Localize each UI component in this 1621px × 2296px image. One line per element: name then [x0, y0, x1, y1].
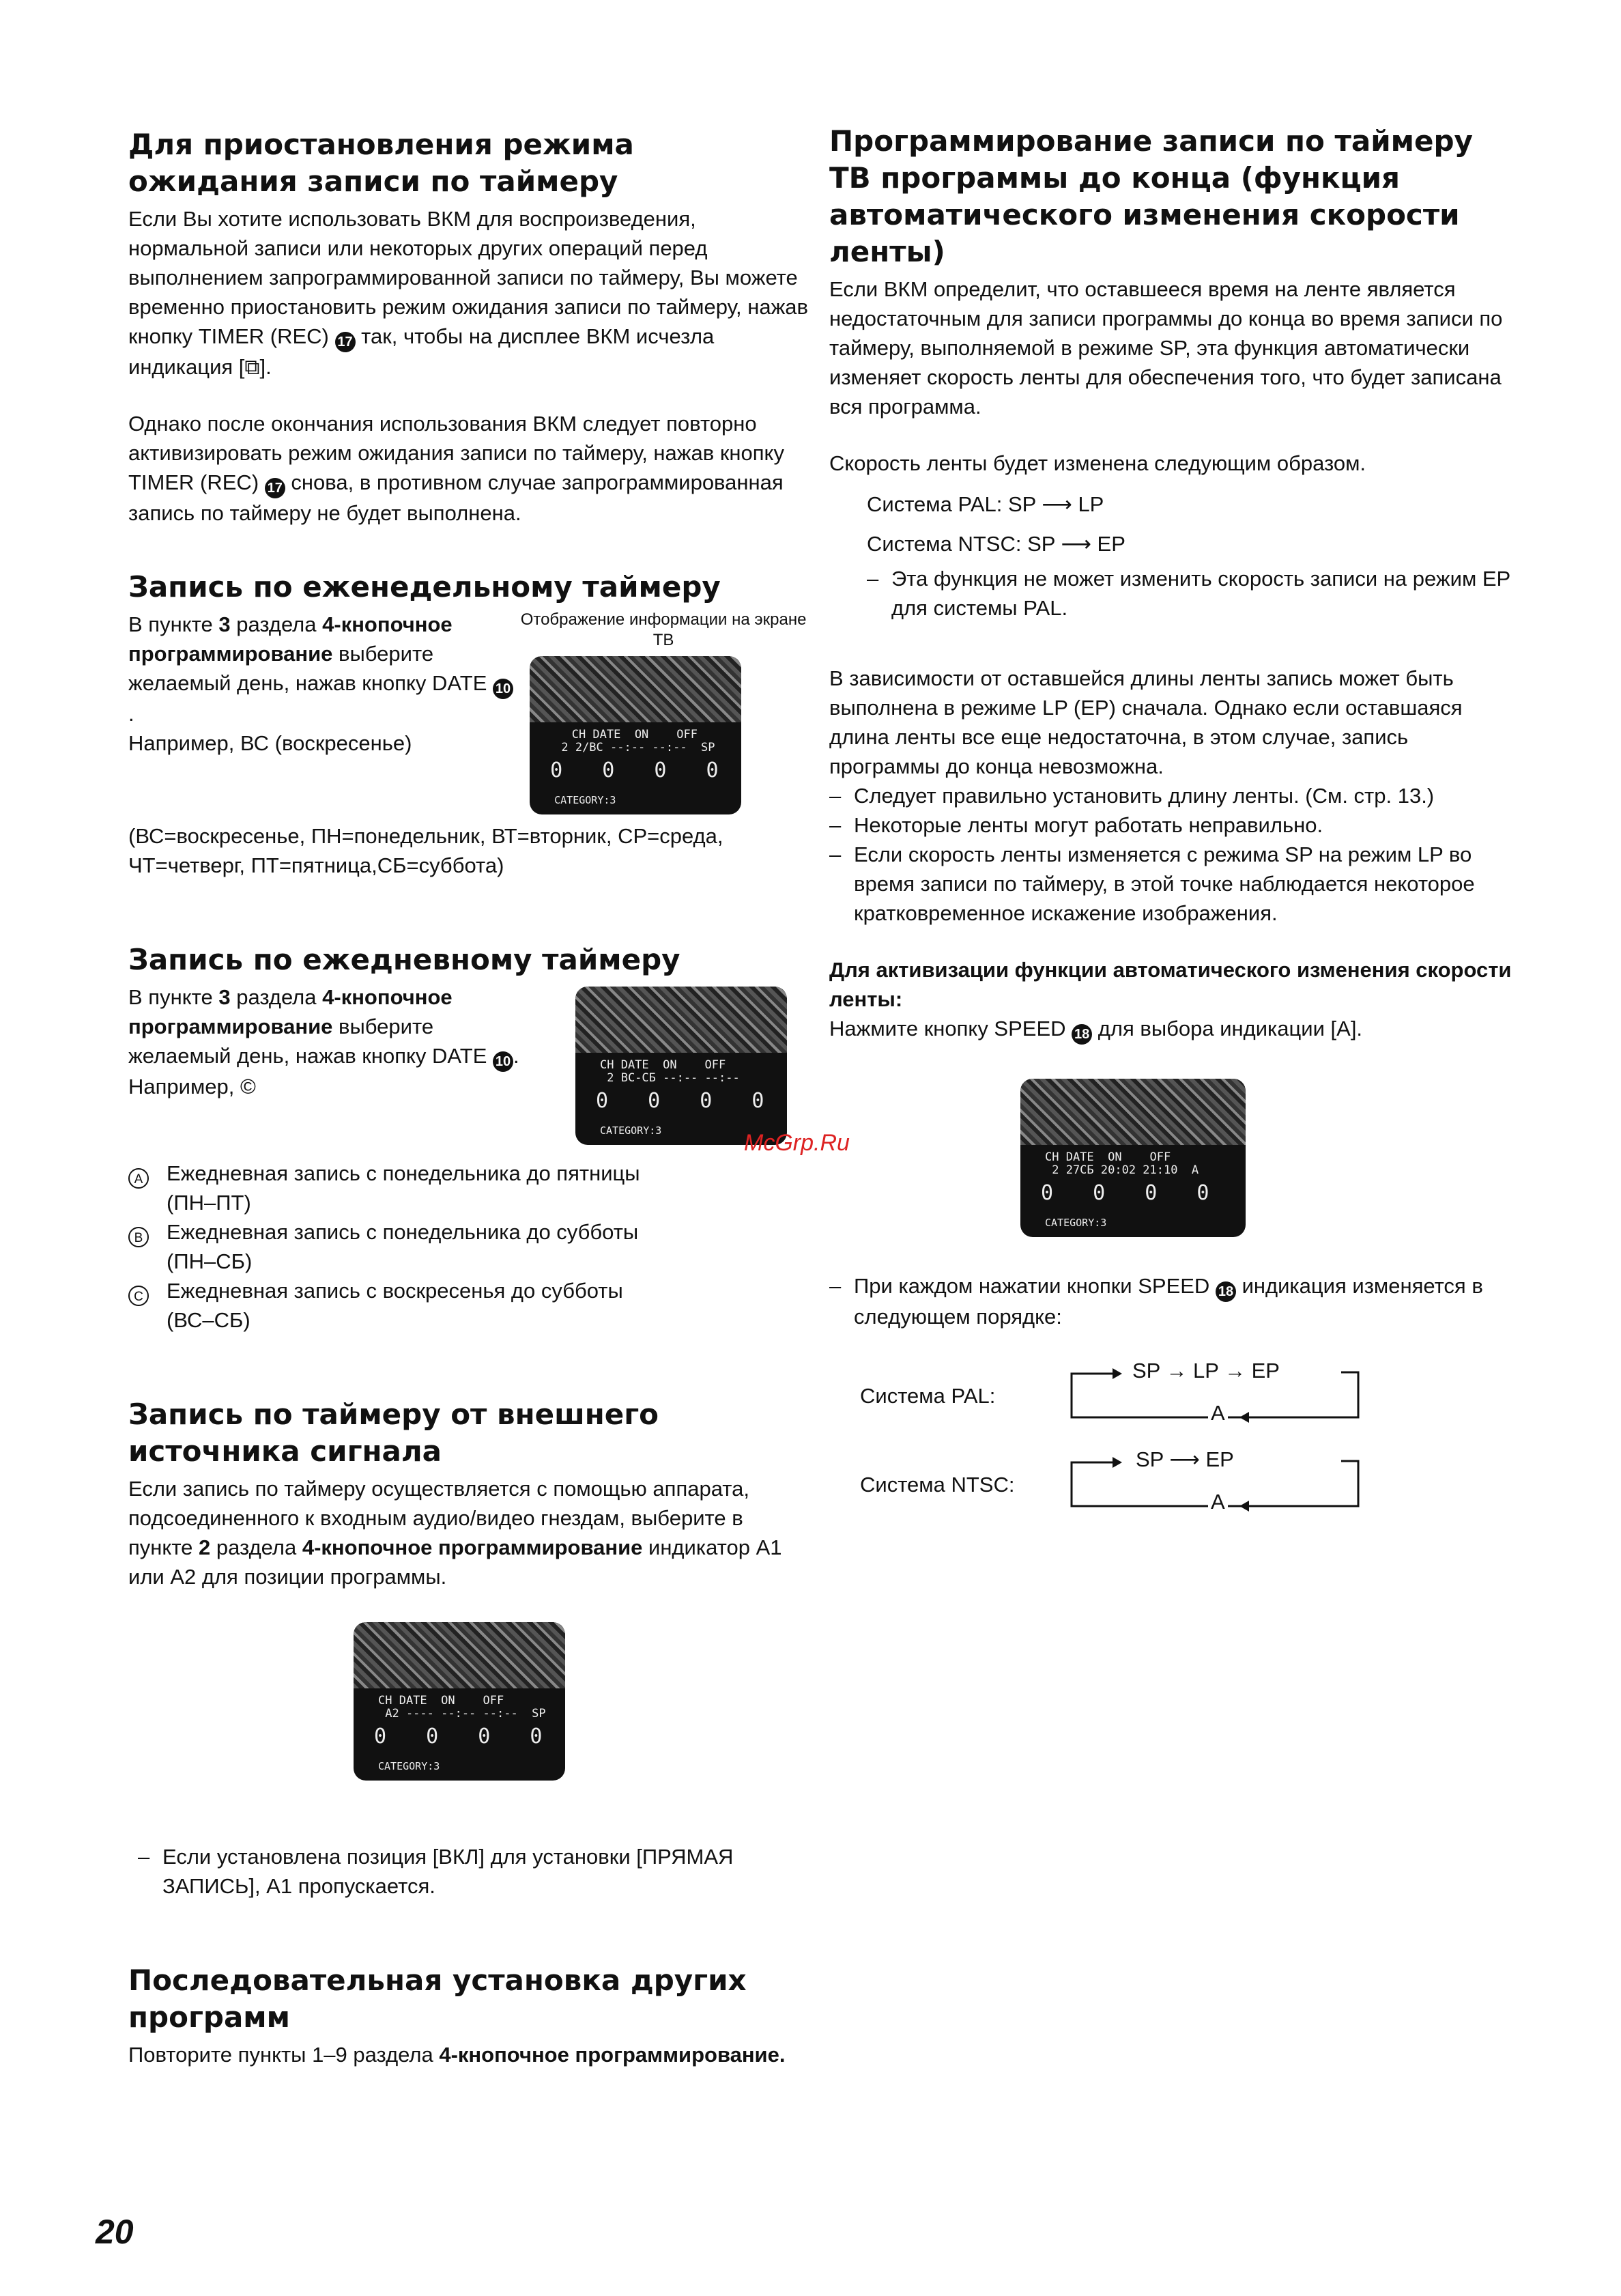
watermark: McGrp.Ru [744, 1130, 850, 1156]
button-number-badge: 17 [265, 478, 285, 498]
button-number-badge: 18 [1216, 1281, 1236, 1302]
days-legend: (ВС=воскресенье, ПН=понедельник, ВТ=вторник, СР=среда, ЧТ=четверг, ПТ=пятница,СБ=суббота) [128, 824, 723, 877]
pal-speed-change: Система PAL: SP ⟶ LP [867, 492, 1104, 516]
weekly-example: Например, ВС (воскресенье) [128, 731, 412, 755]
letter-b-icon: B [128, 1227, 149, 1247]
tv-screen-display-weekly [516, 610, 811, 814]
button-number-badge: 10 [493, 679, 513, 699]
auto-speed-paragraph-2: Скорость ленты будет изменена следующим образом. [829, 451, 1366, 475]
osd-screen: CH DATE ON OFF 2 2/ВС --:-- --:-- SP 0 0 0 0 CATEGORY:3 [530, 656, 741, 814]
ntsc-speed-change: Система NTSC: SP ⟶ EP [867, 532, 1125, 556]
auto-speed-paragraph-3: В зависимости от оставшейся длины ленты запись может быть выполнена в режиме LP (EP) сначала. Однако если оставшаяся длина ленты все еще недостаточна, в этом случае, запись программы до конца невозможна. [829, 666, 1463, 778]
left-column [128, 126, 811, 2069]
external-timer-paragraph: Если запись по таймеру осуществляется с помощью аппарата, подсоединенного к входным аудио/видео гнездам, выберите в пункте 2 раздела 4-кнопочное программирование индикатор A1 или A2 для позиции программы. [128, 1477, 782, 1589]
daily-timer-instructions: В пункте 3 раздела 4-кнопочное программирование выберите желаемый день, нажав кнопку DATE 10 . Например, © [128, 985, 519, 1099]
pal-ep-note: – Эта функция не может изменить скорость записи на режим EP для системы PAL. [867, 567, 1510, 620]
activate-auto-speed-instruction: Нажмите кнопку SPEED 18 для выбора индикации [A]. [829, 1014, 1512, 1045]
button-number-badge: 17 [335, 332, 356, 352]
bullet-tape-length: – Следует правильно установить длину ленты. (См. стр. 13.) [829, 784, 1435, 808]
section-title-pause-timer: Для приостановления режима ожидания записи по таймеру [128, 128, 634, 198]
daily-example: Например, © [128, 1075, 256, 1099]
auto-speed-paragraph-1: Если ВКМ определит, что оставшееся время на ленте является недостаточным для записи программы до конца во время записи по таймеру, выполняемой в режиме SP, эта функция автоматически изменяет скорость ленты для обеспечения того, что будет записана вся программа. [829, 277, 1503, 419]
ntsc-cycle-diagram: Система NTSC: SP ⟶ EP A [860, 1447, 1512, 1522]
weekly-timer-row [128, 610, 811, 814]
letter-c-icon: C [128, 1286, 149, 1306]
section-title-external-timer: Запись по таймеру от внешнего источника сигнала [128, 1398, 659, 1468]
pause-timer-paragraph-2: Однако после окончания использования ВКМ следует повторно активизировать режим ожидания записи по таймеру, нажав кнопку TIMER (REC) 17 снова, в противном случае запрограммированная запись по таймеру не будет выполнена. [128, 412, 784, 525]
pause-timer-paragraph-1: Если Вы хотите использовать ВКМ для воспроизведения, нормальной записи или некоторых других операций перед выполнением запрограммированной записи по таймеру, Вы можете временно приостановить режим ожидания записи по таймеру, нажав кнопку TIMER (REC) 17 так, чтобы на дисплее ВКМ исчезла индикация [⧉]. [128, 207, 809, 379]
bullet-tapes: – Некоторые ленты могут работать неправильно. [829, 813, 1323, 837]
weekly-timer-instructions: В пункте 3 раздела 4-кнопочное программирование выберите желаемый день, нажав кнопку DATE 10. Например, ВС (воскресенье) [128, 610, 516, 758]
daily-timer-row [128, 982, 811, 1145]
section-title-auto-speed: Программирование записи по таймеру ТВ программы до конца (функция автоматического изменения скорости ленты) [829, 124, 1473, 268]
sequential-setup-paragraph: Повторите пункты 1–9 раздела 4-кнопочное программирование. [128, 2043, 786, 2067]
button-number-badge: 18 [1072, 1024, 1092, 1045]
external-timer-note: – Если установлена позиция [ВКЛ] для установки [ПРЯМАЯ ЗАПИСЬ], A1 пропускается. [138, 1845, 734, 1898]
speed-cycle-note: – При каждом нажатии кнопки SPEED 18 индикация изменяется в следующем порядке: [829, 1274, 1483, 1329]
tv-screen-display-speed: CH DATE ON OFF 2 27СБ 20:02 21:10 A 0 0 0 0 CATEGORY:3 [1020, 1079, 1246, 1237]
list-item-c: C Ежедневная запись с воскресенья до субботы (ВС–СБ) [128, 1276, 811, 1335]
section-title-daily-timer: Запись по ежедневному таймеру [128, 943, 680, 976]
button-number-badge: 10 [493, 1051, 513, 1072]
tv-screen-display-external: CH DATE ON OFF A2 ---- --:-- --:-- SP 0 0 0 0 CATEGORY:3 [354, 1622, 565, 1781]
list-item-b: B Ежедневная запись с понедельника до субботы (ПН–СБ) [128, 1217, 811, 1276]
activate-auto-speed-title: Для активизации функции автоматического изменения скорости ленты: [829, 958, 1512, 1011]
section-title-weekly-timer: Запись по еженедельному таймеру [128, 570, 721, 604]
tv-screen-display-daily: CH DATE ON OFF 2 ВС-СБ --:-- --:-- 0 0 0 0 CATEGORY:3 [575, 987, 787, 1145]
pal-cycle-diagram: Система PAL: SP → LP → EP A [860, 1359, 1512, 1434]
bullet-distortion: – Если скорость ленты изменяется с режима SP на режим LP во время записи по таймеру, в этой точке наблюдается некоторое кратковременное искажение изображения. [829, 842, 1475, 925]
page-number: 20 [96, 2213, 134, 2251]
list-item-a: A Ежедневная запись с понедельника до пятницы (ПН–ПТ) [128, 1159, 811, 1217]
right-column [829, 123, 1512, 1522]
section-title-sequential-setup: Последовательная установка других программ [128, 1964, 747, 2034]
osd-caption: Отображение информации на экране ТВ [520, 610, 807, 649]
letter-a-icon: A [128, 1168, 149, 1189]
